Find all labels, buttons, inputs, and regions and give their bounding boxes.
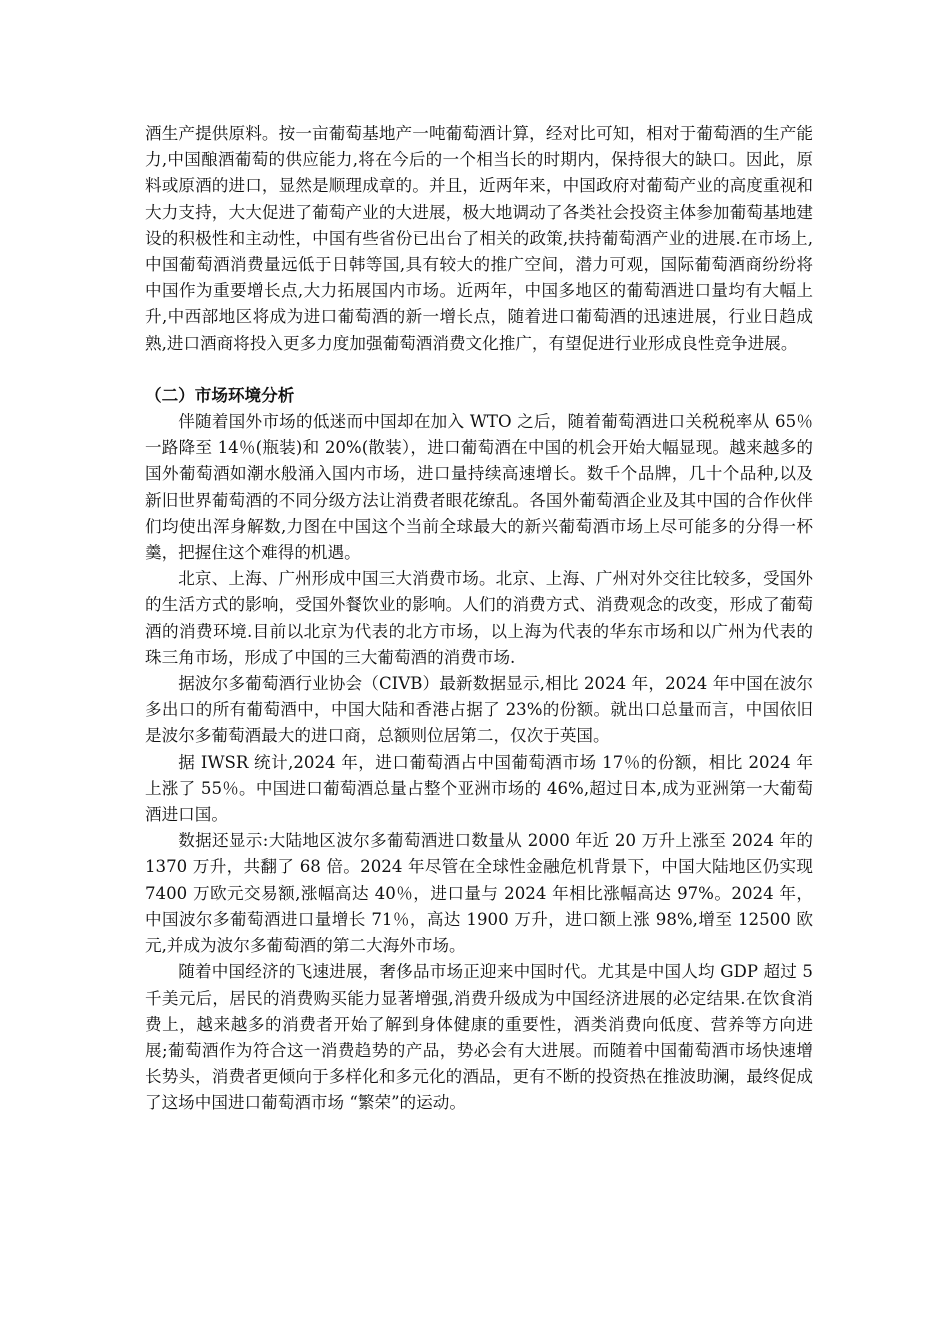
paragraph-three-markets: 北京、上海、广州形成中国三大消费市场。北京、上海、广州对外交往比较多，受国外的生活方式的影响，受国外餐饮业的影响。人们的消费方式、消费观念的改变，形成了葡萄酒的消费环境.目前以北京为代表的北方市场，以上海为代表的华东市场和以广州为代表的珠三角市场，形成了中国的三大葡萄酒的消费市场. <box>145 569 813 667</box>
paragraph-bordeaux-import-data: 数据还显示:大陆地区波尔多葡萄酒进口数量从 2000 年近 20 万升上涨至 2024 年的 1370 万升，共翻了 68 倍。2024 年尽管在全球性金融危机背景下，中国大陆地区仍实现 7400 万欧元交易额,涨幅高达 40％，进口量与 2024 年相比涨幅高达 97%。2024 年，中国波尔多葡萄酒进口量增长 71％，高达 1900 万升，进口额上涨 98%,增至 12500 欧元,并成为波尔多葡萄酒的第二大海外市场。 <box>145 831 813 956</box>
section-heading: （二）市场环境分析 <box>145 385 295 405</box>
intro-paragraph: 酒生产提供原料。按一亩葡萄基地产一吨葡萄酒计算，经对比可知，相对于葡萄酒的生产能力,中国酿酒葡萄的供应能力,将在今后的一个相当长的时期内，保持很大的缺口。因此，原料或原酒的进口，显然是顺理成章的。并且，近两年来，中国政府对葡萄产业的高度重视和大力支持，大大促进了葡萄产业的大进展，极大地调动了各类社会投资主体参加葡萄基地建设的积极性和主动性，中国有些省份已出台了相关的政策,扶持葡萄酒产业的进展.在市场上,中国葡萄酒消费量远低于日韩等国,具有较大的推广空间，潜力可观，国际葡萄酒商纷纷将中国作为重要增长点,大力拓展国内市场。近两年，中国多地区的葡萄酒进口量均有大幅上升,中西部地区将成为进口葡萄酒的新一增长点，随着进口葡萄酒的迅速进展，行业日趋成熟,进口酒商将投入更多力度加强葡萄酒消费文化推广，有望促进行业形成良性竞争进展。 <box>145 124 813 353</box>
paragraph-market-opening: 伴随着国外市场的低迷而中国却在加入 WTO 之后，随着葡萄酒进口关税税率从 65％一路降至 14％(瓶装)和 20%(散装），进口葡萄酒在中国的机会开始大幅显现。越来越多的国外葡萄酒如潮水般涌入国内市场，进口量持续高速增长。数千个品牌，几十个品种,以及新旧世界葡萄酒的不同分级方法让消费者眼花缭乱。各国外葡萄酒企业及其中国的合作伙伴们均使出浑身解数,力图在中国这个当前全球最大的新兴葡萄酒市场上尽可能多的分得一杯羹，把握住这个难得的机遇。 <box>145 412 813 563</box>
paragraph-consumption-trend: 随着中国经济的飞速进展，奢侈品市场正迎来中国时代。尤其是中国人均 GDP 超过 5 千美元后，居民的消费购买能力显著增强,消费升级成为中国经济进展的必定结果.在饮食消费上，越来越多的消费者开始了解到身体健康的重要性，酒类消费向低度、营养等方向进展;葡萄酒作为符合这一消费趋势的产品，势必会有大进展。而随着中国葡萄酒市场快速增长势头，消费者更倾向于多样化和多元化的酒品，更有不断的投资热在推波助澜，最终促成了这场中国进口葡萄酒市场 “繁荣”的运动。 <box>145 962 813 1113</box>
document-page <box>145 121 813 1117</box>
paragraph-civb-data: 据波尔多葡萄酒行业协会（CIVB）最新数据显示,相比 2024 年，2024 年中国在波尔多出口的所有葡萄酒中，中国大陆和香港占据了 23%的份额。就出口总量而言，中国依旧是波尔多葡萄酒最大的进口商，总额则位居第二，仅次于英国。 <box>145 674 813 746</box>
paragraph-iwsr-data: 据 IWSR 统计,2024 年，进口葡萄酒占中国葡萄酒市场 17％的份额，相比 2024 年上涨了 55％。中国进口葡萄酒总量占整个亚洲市场的 46%,超过日本,成为亚洲第一大葡萄酒进口国。 <box>145 752 813 825</box>
